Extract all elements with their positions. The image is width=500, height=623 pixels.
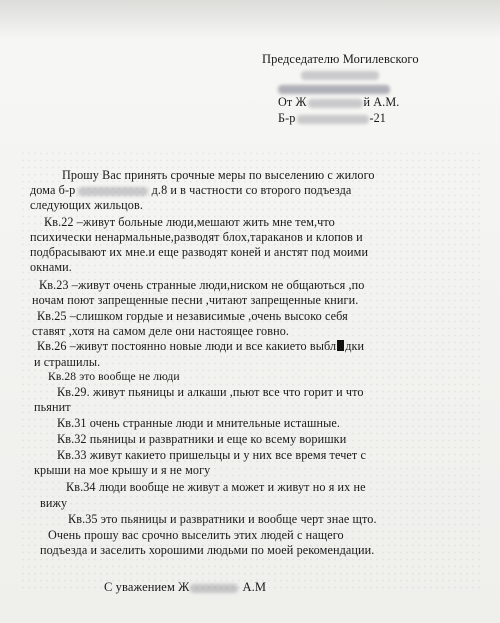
kv34-line-2: вижу [40,496,68,510]
kv29-line-2: пьянит [34,400,71,414]
closing-line-1: Очень прошу вас срочно выселить этих людей с нащего [48,528,344,542]
addressee-line: Председателю Могилевского [262,52,419,66]
kv22-line-2: психически ненармальные,разводят блох,тараканов и клопов и [30,230,363,244]
kv26-line-2: и страшилы. [34,355,101,369]
kv26-line-1-end: дки [345,339,365,353]
kv34-line-1: Кв.34 люди вообще не живут а может и живут но я их не [66,480,366,494]
redacted-addressee-1 [301,67,379,81]
kv33-line-2: крыши на мое крышу и я не могу [34,463,211,477]
intro-line-3: следующих жильцов. [30,198,143,212]
intro-line-2-start: дома б-р [30,183,76,197]
redacted-sender-name [308,99,363,108]
kv33-line-1: Кв.33 живут какието пришельцы и у них все время течет с [57,448,367,462]
address-suffix: -21 [369,111,386,125]
scan-noise [20,150,480,590]
kv22-line-1: Кв.22 –живут больные люди,мешают жить мне тем,что [44,215,335,229]
kv22-line-4: окнами. [30,260,72,274]
intro-line-1: Прошу Вас принять срочные меры по выселению с жилого [62,168,375,182]
closing-line-2: подъезда и заселить хорошими людьми по моей рекомендации. [40,543,375,557]
kv23-line-2: ночам поют запрещенные песни ,читают запрещенные книги. [32,293,359,307]
kv25-line-1: Кв.25 –слишком гордые и независимые ,очень высоко себя [37,309,348,323]
kv22-line-3: подбрасывают их мне.и еще разводят коней и анстят под моими [30,245,369,259]
sender-suffix: й А.М. [363,95,400,109]
sender-line [278,95,399,109]
intro-line-2-end: д.8 и в частности со второго подъезда [151,183,352,197]
signature-suffix: А.М [242,580,267,594]
signature-prefix: С уважением Ж [104,580,190,594]
address-prefix: Б-р [278,111,296,125]
kv28-line: Кв.28 это вообще не люди [48,370,180,383]
kv31-line: Кв.31 очень странные люди и мнительные исташные. [57,416,341,430]
redacted-addressee-2 [278,81,390,95]
sender-address-line [278,111,386,125]
kv29-line-1: Кв.29. живут пьяницы и алкаши ,пьют все что горит и что [57,385,364,399]
scan-shadow [0,0,500,40]
sender-prefix: От Ж [278,95,307,109]
kv23-line-1: Кв.23 –живут очень странные люди,ниском не общаються ,по [39,278,365,292]
kv26-line-1-start: Кв.26 –живут постоянно новые люди и все какието выбл [37,339,337,353]
kv25-line-2: ставят ,хотя на самом деле они настоящее говно. [32,324,290,338]
redacted-address [297,115,369,124]
kv32-line: Кв.32 пьяницы и развратники и еще ко всему воришки [57,432,347,446]
kv35-line: Кв.35 это пьяницы и развратники и вообще черт знае щто. [68,512,377,526]
